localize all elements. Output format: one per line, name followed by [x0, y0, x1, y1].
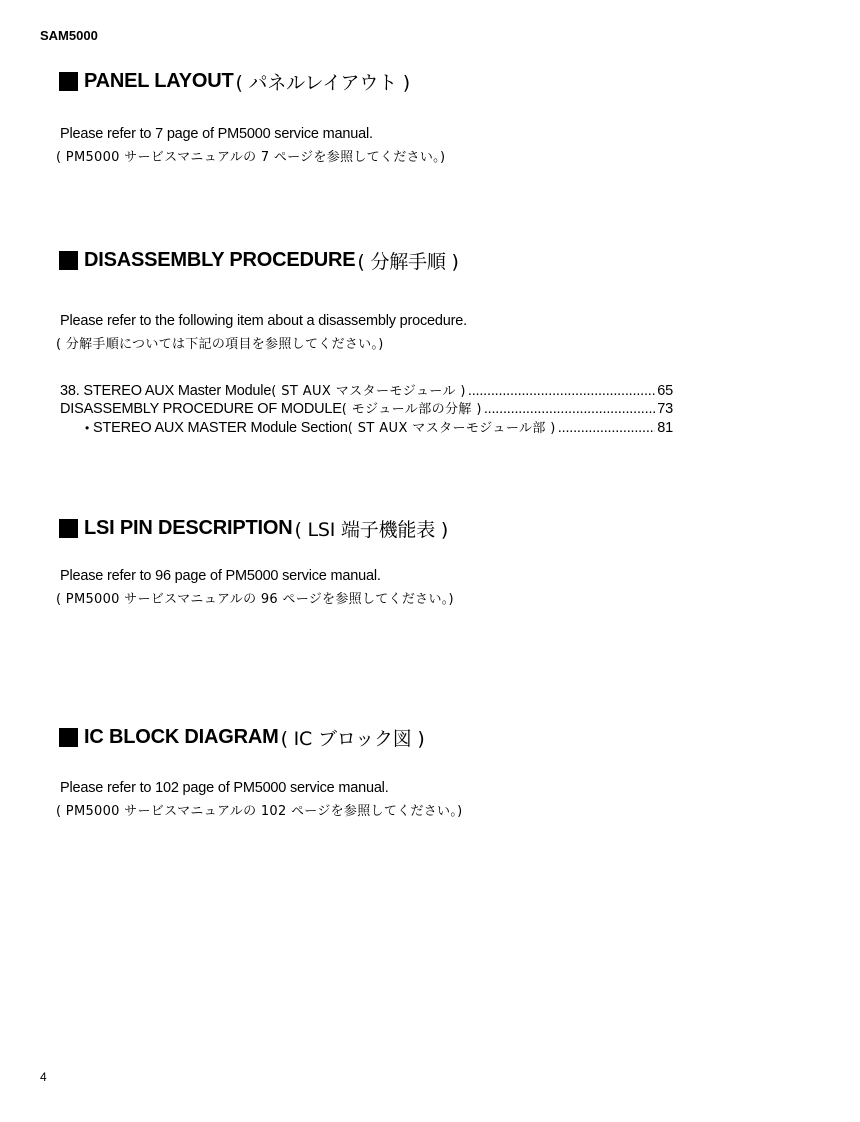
bullet-icon: • — [85, 421, 90, 435]
disassembly-heading-jp: ( 分解手順 ) — [357, 251, 459, 273]
toc-entry-label-en: DISASSEMBLY PROCEDURE OF MODULE — [60, 401, 342, 417]
toc-entry-label-en: STEREO AUX MASTER Module Section — [93, 420, 348, 436]
toc-dot-leader — [484, 401, 655, 417]
heading-square-icon — [59, 251, 78, 270]
panel-layout-heading-en: PANEL LAYOUT — [84, 70, 234, 92]
toc-entry[interactable] — [60, 398, 673, 417]
heading-square-icon — [59, 728, 78, 747]
panel-layout-text-jp: ( PM5000 サービスマニュアルの 7 ページを参照してください。) — [56, 150, 446, 165]
ic-block-heading-en: IC BLOCK DIAGRAM — [84, 726, 279, 748]
ic-block-text-en: Please refer to 102 page of PM5000 service manual. — [60, 780, 389, 796]
lsi-pin-text-jp: ( PM5000 サービスマニュアルの 96 ページを参照してください。) — [56, 592, 454, 607]
lsi-pin-heading-jp: ( LSI 端子機能表 ) — [294, 519, 449, 541]
toc-entry-label-en: 38. STEREO AUX Master Module — [60, 383, 272, 399]
panel-layout-heading-jp: ( パネルレイアウト ) — [235, 72, 410, 94]
model-header: SAM5000 — [40, 28, 98, 43]
panel-layout-text-en: Please refer to 7 page of PM5000 service manual. — [60, 126, 373, 142]
disassembly-heading — [59, 247, 459, 274]
ic-block-text-jp: ( PM5000 サービスマニュアルの 102 ページを参照してください。) — [56, 804, 463, 819]
lsi-pin-text-en: Please refer to 96 page of PM5000 service manual. — [60, 568, 381, 584]
lsi-pin-heading-en: LSI PIN DESCRIPTION — [84, 517, 293, 539]
page-number: 4 — [40, 1070, 47, 1084]
toc-dot-leader — [558, 420, 655, 436]
disassembly-text-jp: ( 分解手順については下記の項目を参照してください。) — [56, 337, 384, 352]
disassembly-heading-en: DISASSEMBLY PROCEDURE — [84, 249, 356, 271]
toc-entry-page: 65 — [657, 383, 673, 399]
toc-entry-label-jp: ( モジュール部の分解 ) — [341, 402, 482, 417]
lsi-pin-heading — [59, 515, 448, 542]
toc-entry[interactable] — [60, 380, 673, 399]
toc-entry-page: 73 — [657, 401, 673, 417]
toc-entry-label-jp: ( ST AUX マスターモジュール部 ) — [347, 421, 556, 436]
heading-square-icon — [59, 519, 78, 538]
toc-entry-page: 81 — [657, 420, 673, 436]
ic-block-heading — [59, 724, 425, 751]
panel-layout-heading — [59, 68, 410, 95]
heading-square-icon — [59, 72, 78, 91]
disassembly-text-en: Please refer to the following item about a disassembly procedure. — [60, 313, 467, 329]
toc-dot-leader — [468, 383, 655, 399]
toc-entry-label-jp: ( ST AUX マスターモジュール ) — [271, 384, 466, 399]
toc-entry[interactable] — [85, 417, 673, 436]
ic-block-heading-jp: ( IC ブロック図 ) — [280, 728, 425, 750]
